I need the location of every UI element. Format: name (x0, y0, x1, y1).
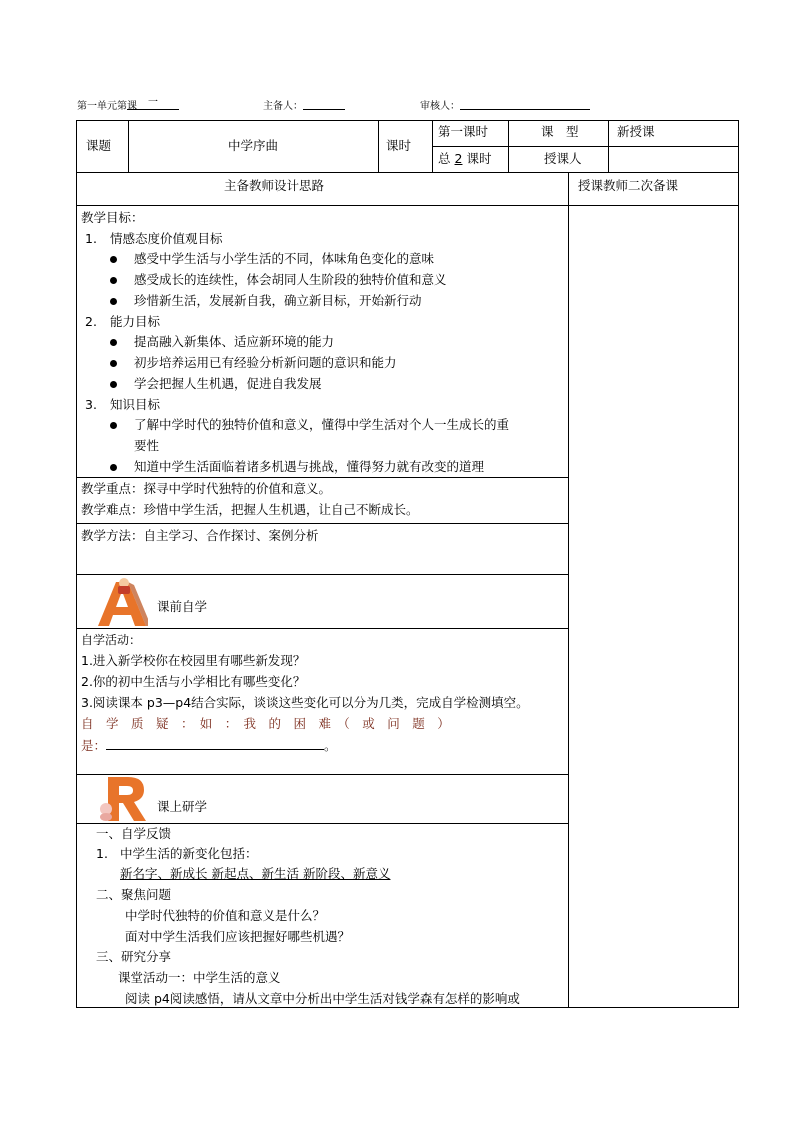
focus-question: 面对中学生活我们应该把握好哪些机遇？ (125, 929, 351, 944)
bullet-icon (110, 298, 117, 305)
page-header (77, 97, 757, 113)
section-heading: 一、自学反馈 (96, 826, 172, 841)
objective-group-title: 知识目标 (110, 397, 161, 412)
second-prep-header: 授课教师二次备课 (578, 178, 679, 193)
bullet-icon (110, 422, 117, 429)
type-value: 新授课 (617, 124, 655, 139)
objective-item: 了解中学时代的独特价值和意义，懂得中学生活对个人一生成长的重 (134, 417, 510, 432)
type-label: 课 型 (541, 124, 579, 139)
difficult-points: 教学难点：珍惜中学生活，把握人生机遇，让自己不断成长。 (81, 502, 419, 517)
self-study-question: 1.进入新学校你在校园里有哪些新发现？ (81, 653, 306, 668)
bullet-icon (110, 277, 117, 284)
objective-item: 珍惜新生活，发展新自我，确立新目标，开始新行动 (134, 293, 422, 308)
bullet-icon (110, 256, 117, 263)
objectives-title: 教学目标： (81, 210, 144, 225)
section-heading: 二、聚焦问题 (96, 887, 172, 902)
period-first: 第一课时 (438, 124, 489, 139)
objective-group-num: 3. (85, 397, 97, 412)
self-study-title: 自学活动： (81, 633, 142, 647)
objective-group-num: 2. (85, 314, 97, 329)
unit-label: 第一单元第 一 课 (77, 97, 137, 112)
unit-number: 一 (127, 97, 179, 110)
in-class-title: 课上研学 (157, 799, 208, 814)
bullet-icon (110, 339, 117, 346)
main-design-header: 主备教师设计思路 (224, 178, 325, 193)
bullet-icon (110, 381, 117, 388)
section-heading: 三、研究分享 (96, 949, 172, 964)
feedback-item-text: 中学生活的新变化包括： (120, 846, 258, 861)
objective-item-continued: 要性 (134, 438, 160, 453)
objective-item: 初步培养运用已有经验分析新问题的意识和能力 (134, 355, 397, 370)
class-activity-text: 阅读 p4阅读感悟，请从文章中分析出中学生活对钱学森有怎样的影响或 (125, 991, 520, 1006)
period-label: 课时 (386, 138, 412, 153)
teacher-label: 授课人 (544, 151, 582, 166)
objective-item: 感受中学生活与小学生活的不同，体味角色变化的意味 (134, 251, 435, 266)
key-points: 教学重点：探寻中学时代独特的价值和意义。 (81, 481, 332, 496)
teaching-methods: 教学方法：自主学习、合作探讨、案例分析 (81, 528, 319, 543)
letter-r-icon (96, 775, 150, 823)
class-activity-title: 课堂活动一：中学生活的意义 (118, 970, 281, 985)
self-study-question: 2.你的初中生活与小学相比有哪些变化？ (81, 674, 306, 689)
self-doubt-line: 自 学 质 疑 ： 如 ： 我 的 困 难 （ 或 问 题 ） (81, 716, 450, 731)
topic-label: 课题 (86, 138, 112, 153)
objective-group-title: 能力目标 (110, 314, 161, 329)
total-periods: 总 2 课时 (438, 151, 492, 166)
topic-value: 中学序曲 (228, 138, 279, 153)
reviewer-field: 审核人： (420, 97, 460, 112)
objective-group-title: 情感态度价值观目标 (110, 231, 223, 246)
feedback-item-answer: 新名字、新成长 新起点、新生活 新阶段、新意义 (120, 866, 391, 881)
bullet-icon (110, 360, 117, 367)
feedback-item-num: 1. (96, 846, 108, 861)
preparer-field: 主备人： (263, 97, 303, 112)
pre-class-title: 课前自学 (157, 599, 208, 614)
objective-item: 感受成长的连续性，体会胡同人生阶段的独特价值和意义 (134, 272, 447, 287)
bullet-icon (110, 464, 117, 471)
objective-group-num: 1. (85, 231, 97, 246)
focus-question: 中学时代独特的价值和意义是什么？ (125, 908, 326, 923)
self-doubt-answer: 是： 。 (81, 738, 337, 753)
objective-item: 学会把握人生机遇，促进自我发展 (134, 376, 322, 391)
objective-item: 知道中学生活面临着诸多机遇与挑战，懂得努力就有改变的道理 (134, 459, 485, 474)
objective-item: 提高融入新集体、适应新环境的能力 (134, 334, 335, 349)
letter-a-icon (94, 576, 148, 628)
self-study-question: 3.阅读课本 p3—p4结合实际，谈谈这些变化可以分为几类，完成自学检测填空。 (81, 695, 529, 710)
